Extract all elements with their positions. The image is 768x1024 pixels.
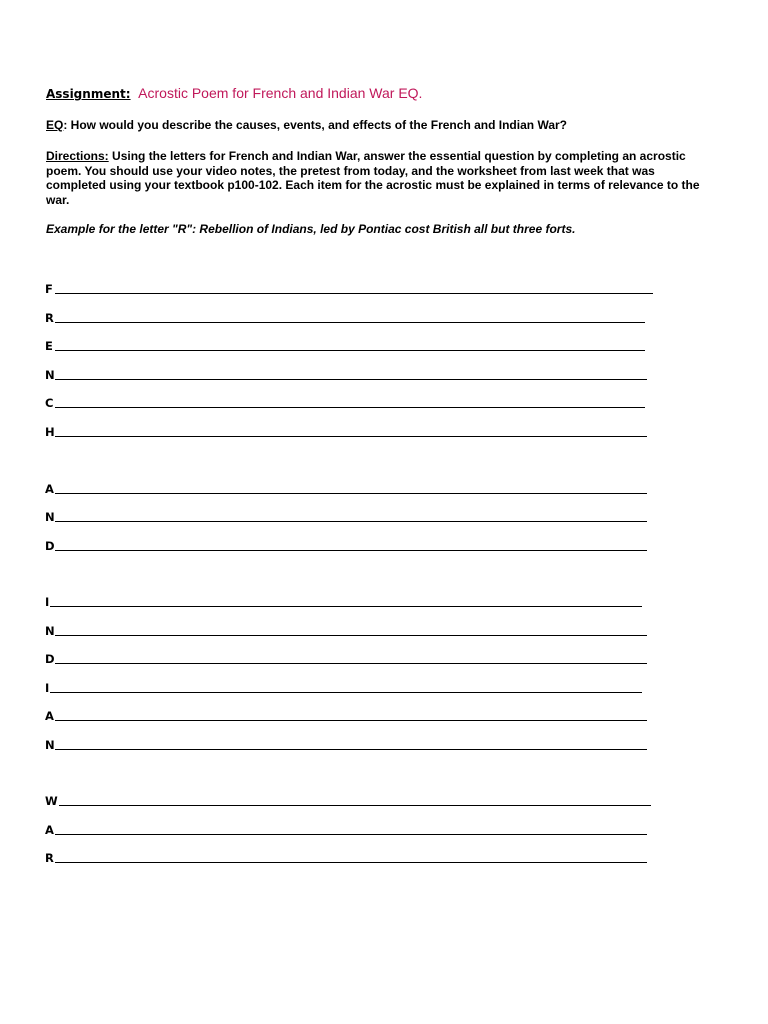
acrostic-line[interactable] [45,849,647,865]
acrostic-line[interactable] [45,707,647,723]
acrostic-line[interactable] [45,679,642,695]
acrostic-line[interactable] [45,366,647,382]
assignment-label: Assignment: [46,87,131,101]
answer-blank[interactable] [55,663,647,664]
acrostic-letter: W [45,794,58,808]
eq-label: EQ [46,118,64,132]
acrostic-line[interactable] [45,337,645,353]
acrostic-letter: N [45,368,55,382]
answer-blank[interactable] [55,834,647,835]
eq-text: : How would you describe the causes, events, and effects of the French and Indian War? [63,118,567,132]
answer-blank[interactable] [55,550,647,551]
answer-blank[interactable] [55,493,647,494]
answer-blank[interactable] [50,606,642,607]
acrostic-line[interactable] [45,736,647,752]
acrostic-letter: N [45,624,55,638]
acrostic-letter: A [45,482,54,496]
acrostic-line[interactable] [45,394,645,410]
directions-text: Using the letters for French and Indian War, answer the essential question by completing an acrostic poem. You should use your video notes, the pretest from today, and the worksheet from last week that was completed using your textbook p100-102. Each item for the acrostic must be explained in terms of relevance to the war. [46,149,700,207]
answer-blank[interactable] [55,521,647,522]
acrostic-line[interactable] [45,508,647,524]
acrostic-line[interactable] [45,821,647,837]
assignment-heading [46,85,422,101]
acrostic-letter: C [45,396,54,410]
example-sentence: Example for the letter "R": Rebellion of Indians, led by Pontiac cost British all but three forts. [46,222,576,236]
answer-blank[interactable] [55,407,645,408]
answer-blank[interactable] [55,350,645,351]
acrostic-letter: F [45,282,53,296]
acrostic-letter: I [45,595,50,609]
acrostic-letter: R [45,311,54,325]
essential-question [46,118,567,132]
acrostic-letter: I [45,681,50,695]
answer-blank[interactable] [55,379,647,380]
acrostic-line[interactable] [45,309,645,325]
acrostic-letter: A [45,823,54,837]
answer-blank[interactable] [59,805,651,806]
acrostic-line[interactable] [45,650,647,666]
directions-paragraph [46,149,718,207]
answer-blank[interactable] [55,720,647,721]
acrostic-letter: A [45,709,54,723]
acrostic-line[interactable] [45,537,647,553]
answer-blank[interactable] [50,692,642,693]
acrostic-letter: N [45,510,55,524]
answer-blank[interactable] [55,635,647,636]
acrostic-letter: H [45,425,55,439]
answer-blank[interactable] [55,862,647,863]
acrostic-line[interactable] [45,423,647,439]
acrostic-line[interactable] [45,792,651,808]
acrostic-line[interactable] [45,280,653,296]
acrostic-line[interactable] [45,593,642,609]
acrostic-letter: D [45,539,55,553]
answer-blank[interactable] [55,293,653,294]
acrostic-letter: E [45,339,53,353]
acrostic-letter: N [45,738,55,752]
directions-label: Directions: [46,149,109,163]
answer-blank[interactable] [55,436,647,437]
answer-blank[interactable] [55,322,645,323]
acrostic-line[interactable] [45,622,647,638]
acrostic-line[interactable] [45,480,647,496]
acrostic-letter: R [45,851,54,865]
answer-blank[interactable] [55,749,647,750]
acrostic-letter: D [45,652,55,666]
assignment-title: Acrostic Poem for French and Indian War EQ. [138,85,423,101]
